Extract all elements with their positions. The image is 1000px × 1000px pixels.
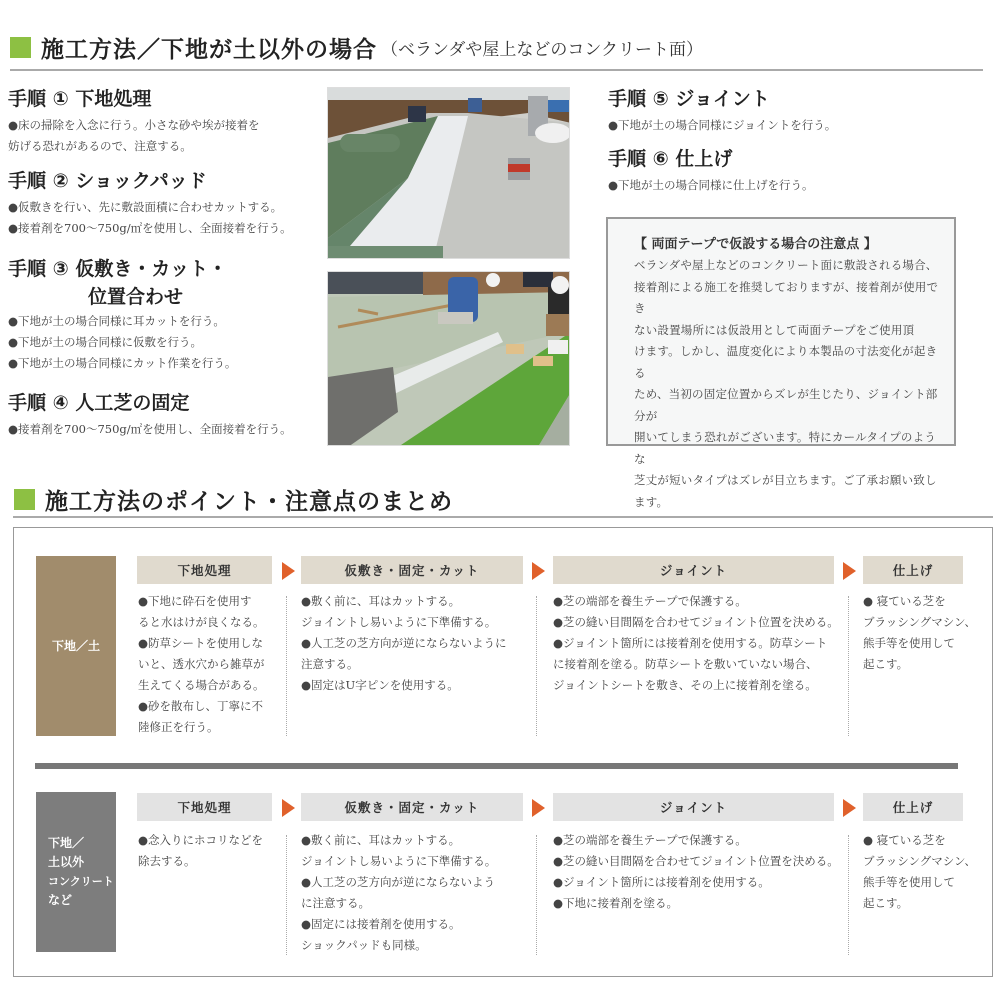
- dotted-divider: [286, 596, 287, 736]
- cell-line: ブラッシングマシン、: [863, 854, 977, 868]
- cell-line: ●ジョイント箇所には接着剤を使用する。: [553, 875, 770, 889]
- cell-line: ● 寝ている芝を: [863, 594, 946, 608]
- row-label-line: コンクリート: [48, 875, 114, 888]
- step-text: ●下地が土の場合同様にジョイントを行う。: [608, 118, 837, 132]
- note-line: けます。しかし、温度変化により本製品の寸法変化が起きる: [634, 344, 938, 380]
- construction-photo-shockpad: [327, 87, 570, 259]
- dotted-divider: [848, 835, 849, 955]
- cell-line: いと、透水穴から雑草が: [138, 657, 265, 671]
- arrow-right-icon: [532, 562, 545, 580]
- step-title: 手順 ④ 人工芝の固定: [8, 392, 190, 414]
- column-header-layout-fix-cut: 仮敷き・固定・カット: [301, 793, 523, 821]
- row-label: [36, 792, 116, 952]
- cell-line: ●固定には接着剤を使用する。: [301, 917, 461, 931]
- cell-line: ●下地に接着剤を塗る。: [553, 896, 679, 910]
- cell-line: ●ジョイント箇所には接着剤を使用する。防草シート: [553, 636, 828, 650]
- arrow-right-icon: [282, 562, 295, 580]
- column-header-joint: ジョイント: [553, 793, 834, 821]
- cell-line: ジョイントシートを敷き、その上に接着剤を塗る。: [553, 678, 817, 692]
- note-title: 【 両面テープで仮設する場合の注意点 】: [634, 237, 877, 252]
- column-header-layout-fix-cut: 仮敷き・固定・カット: [301, 556, 523, 584]
- step-text: ●下地が土の場合同様に仕上げを行う。: [608, 178, 814, 192]
- cell-line: ●人工芝の芝方向が逆にならないように: [301, 636, 507, 650]
- step-3: [8, 257, 236, 374]
- step-text: 妨げる恐れがあるので、注意する。: [8, 139, 192, 153]
- cell-finish: [863, 591, 976, 675]
- green-square-icon: [10, 37, 31, 58]
- cell-line: ●防草シートを使用しな: [138, 636, 264, 650]
- row-label-line: など: [48, 893, 73, 907]
- section-rule: [13, 516, 993, 518]
- note-line: ない設置場所には仮設用として両面テープをご使用頂: [634, 322, 915, 337]
- cell-line: ●下地に砕石を使用す: [138, 594, 252, 608]
- section-header-method: [10, 31, 703, 64]
- step-5: [608, 87, 836, 136]
- cell-line: 熊手等を使用して: [863, 636, 955, 650]
- cell-line: ● 寝ている芝を: [863, 833, 946, 847]
- step-title: 手順 ③ 仮敷き・カット・: [8, 258, 228, 280]
- green-square-icon: [14, 489, 35, 510]
- row-label-line: 土以外: [48, 855, 85, 869]
- cell-line: ●芝の縫い目間隔を合わせてジョイント位置を決める。: [553, 854, 839, 868]
- step-text: ●床の掃除を入念に行う。小さな砂や埃が接着を: [8, 118, 260, 132]
- cell-line: に接着剤を塗る。防草シートを敷いていない場合、: [553, 657, 818, 671]
- column-header-finish: 仕上げ: [863, 556, 963, 584]
- cell-line: 熊手等を使用して: [863, 875, 955, 889]
- cell-line: に注意する。: [301, 896, 370, 910]
- row-label: 下地／土: [36, 556, 116, 736]
- cell-line: ショックパッドも同様。: [301, 938, 427, 952]
- cell-line: ●芝の端部を養生テープで保護する。: [553, 594, 747, 608]
- section-header-summary: [14, 483, 453, 516]
- step-title: 手順 ⑥ 仕上げ: [608, 148, 733, 170]
- step-title-line2: 位置合わせ: [88, 286, 184, 308]
- cell-base-prep: [138, 591, 265, 738]
- cell-line: 除去する。: [138, 854, 196, 868]
- row-label-line: 下地／: [48, 836, 85, 850]
- cell-joint: [553, 830, 839, 914]
- cell-finish: [863, 830, 976, 914]
- cell-line: ●砂を散布し、丁寧に不: [138, 699, 264, 713]
- dotted-divider: [286, 835, 287, 955]
- arrow-right-icon: [282, 799, 295, 817]
- step-title: 手順 ⑤ ジョイント: [608, 88, 770, 110]
- step-title: 手順 ② ショックパッド: [8, 170, 207, 192]
- cell-line: ●敷く前に、耳はカットする。: [301, 833, 461, 847]
- cell-joint: [553, 591, 839, 696]
- note-line: 接着剤による施工を推奨しておりますが、接着剤が使用でき: [634, 279, 939, 315]
- cell-line: ●人工芝の芝方向が逆にならないよう: [301, 875, 496, 889]
- cell-line: 陸修正を行う。: [138, 720, 219, 734]
- cell-line: ●固定はU字ピンを使用する。: [301, 678, 459, 692]
- double-sided-tape-note: [606, 217, 956, 509]
- section-subtitle: （ベランダや屋上などのコンクリート面）: [381, 40, 703, 60]
- note-line: ベランダや屋上などのコンクリート面に敷設される場合、: [634, 258, 938, 272]
- cell-line: ●敷く前に、耳はカットする。: [301, 594, 461, 608]
- step-text: ●接着剤を700～750g/㎡を使用し、全面接着を行う。: [8, 221, 292, 235]
- section-rule: [10, 69, 983, 71]
- step-text: ●下地が土の場合同様にカット作業を行う。: [8, 356, 237, 370]
- step-2: [8, 169, 292, 239]
- cell-layout-fix-cut: [301, 591, 507, 696]
- column-header-base-prep: 下地処理: [137, 793, 272, 821]
- arrow-right-icon: [843, 562, 856, 580]
- column-header-base-prep: 下地処理: [137, 556, 272, 584]
- column-header-joint: ジョイント: [553, 556, 834, 584]
- step-4: [8, 391, 292, 440]
- cell-line: ●芝の縫い目間隔を合わせてジョイント位置を決める。: [553, 615, 839, 629]
- section-title: 施工方法のポイント・注意点のまとめ: [45, 489, 453, 515]
- cell-base-prep: [138, 830, 263, 872]
- step-1: [8, 87, 260, 157]
- step-text: ●下地が土の場合同様に仮敷を行う。: [8, 335, 203, 349]
- dotted-divider: [536, 596, 537, 736]
- dotted-divider: [848, 596, 849, 736]
- note-line: ため、当初の固定位置からズレが生じたり、ジョイント部分が: [634, 387, 938, 423]
- row-divider: [35, 763, 958, 769]
- cell-line: ジョイントし易いように下準備する。: [301, 854, 497, 868]
- dotted-divider: [536, 835, 537, 955]
- step-6: [608, 147, 814, 196]
- cell-line: 起こす。: [863, 657, 909, 671]
- construction-photo-turf: [327, 271, 570, 446]
- note-line: 開いてしまう恐れがございます。特にカールタイプのような: [634, 430, 937, 466]
- cell-layout-fix-cut: [301, 830, 496, 956]
- cell-line: 生えてくる場合がある。: [138, 678, 265, 692]
- arrow-right-icon: [532, 799, 545, 817]
- section-title: 施工方法／下地が土以外の場合: [41, 37, 377, 63]
- note-body: [634, 255, 942, 513]
- cell-line: 注意する。: [301, 657, 359, 671]
- note-line: 芝丈が短いタイプはズレが目立ちます。ご了承お願い致し: [634, 473, 937, 487]
- arrow-right-icon: [843, 799, 856, 817]
- cell-line: ●念入りにホコリなどを: [138, 833, 264, 847]
- column-header-finish: 仕上げ: [863, 793, 963, 821]
- step-text: ●下地が土の場合同様に耳カットを行う。: [8, 314, 225, 328]
- cell-line: 起こす。: [863, 896, 909, 910]
- step-text: ●接着剤を700～750g/㎡を使用し、全面接着を行う。: [8, 422, 292, 436]
- cell-line: ブラッシングマシン、: [863, 615, 977, 629]
- note-line: ます。: [634, 494, 669, 509]
- step-text: ●仮敷きを行い、先に敷設面積に合わせカットする。: [8, 200, 283, 214]
- cell-line: ジョイントし易いように下準備する。: [301, 615, 497, 629]
- step-title: 手順 ① 下地処理: [8, 88, 152, 110]
- cell-line: ●芝の端部を養生テープで保護する。: [553, 833, 747, 847]
- cell-line: ると水はけが良くなる。: [138, 615, 265, 629]
